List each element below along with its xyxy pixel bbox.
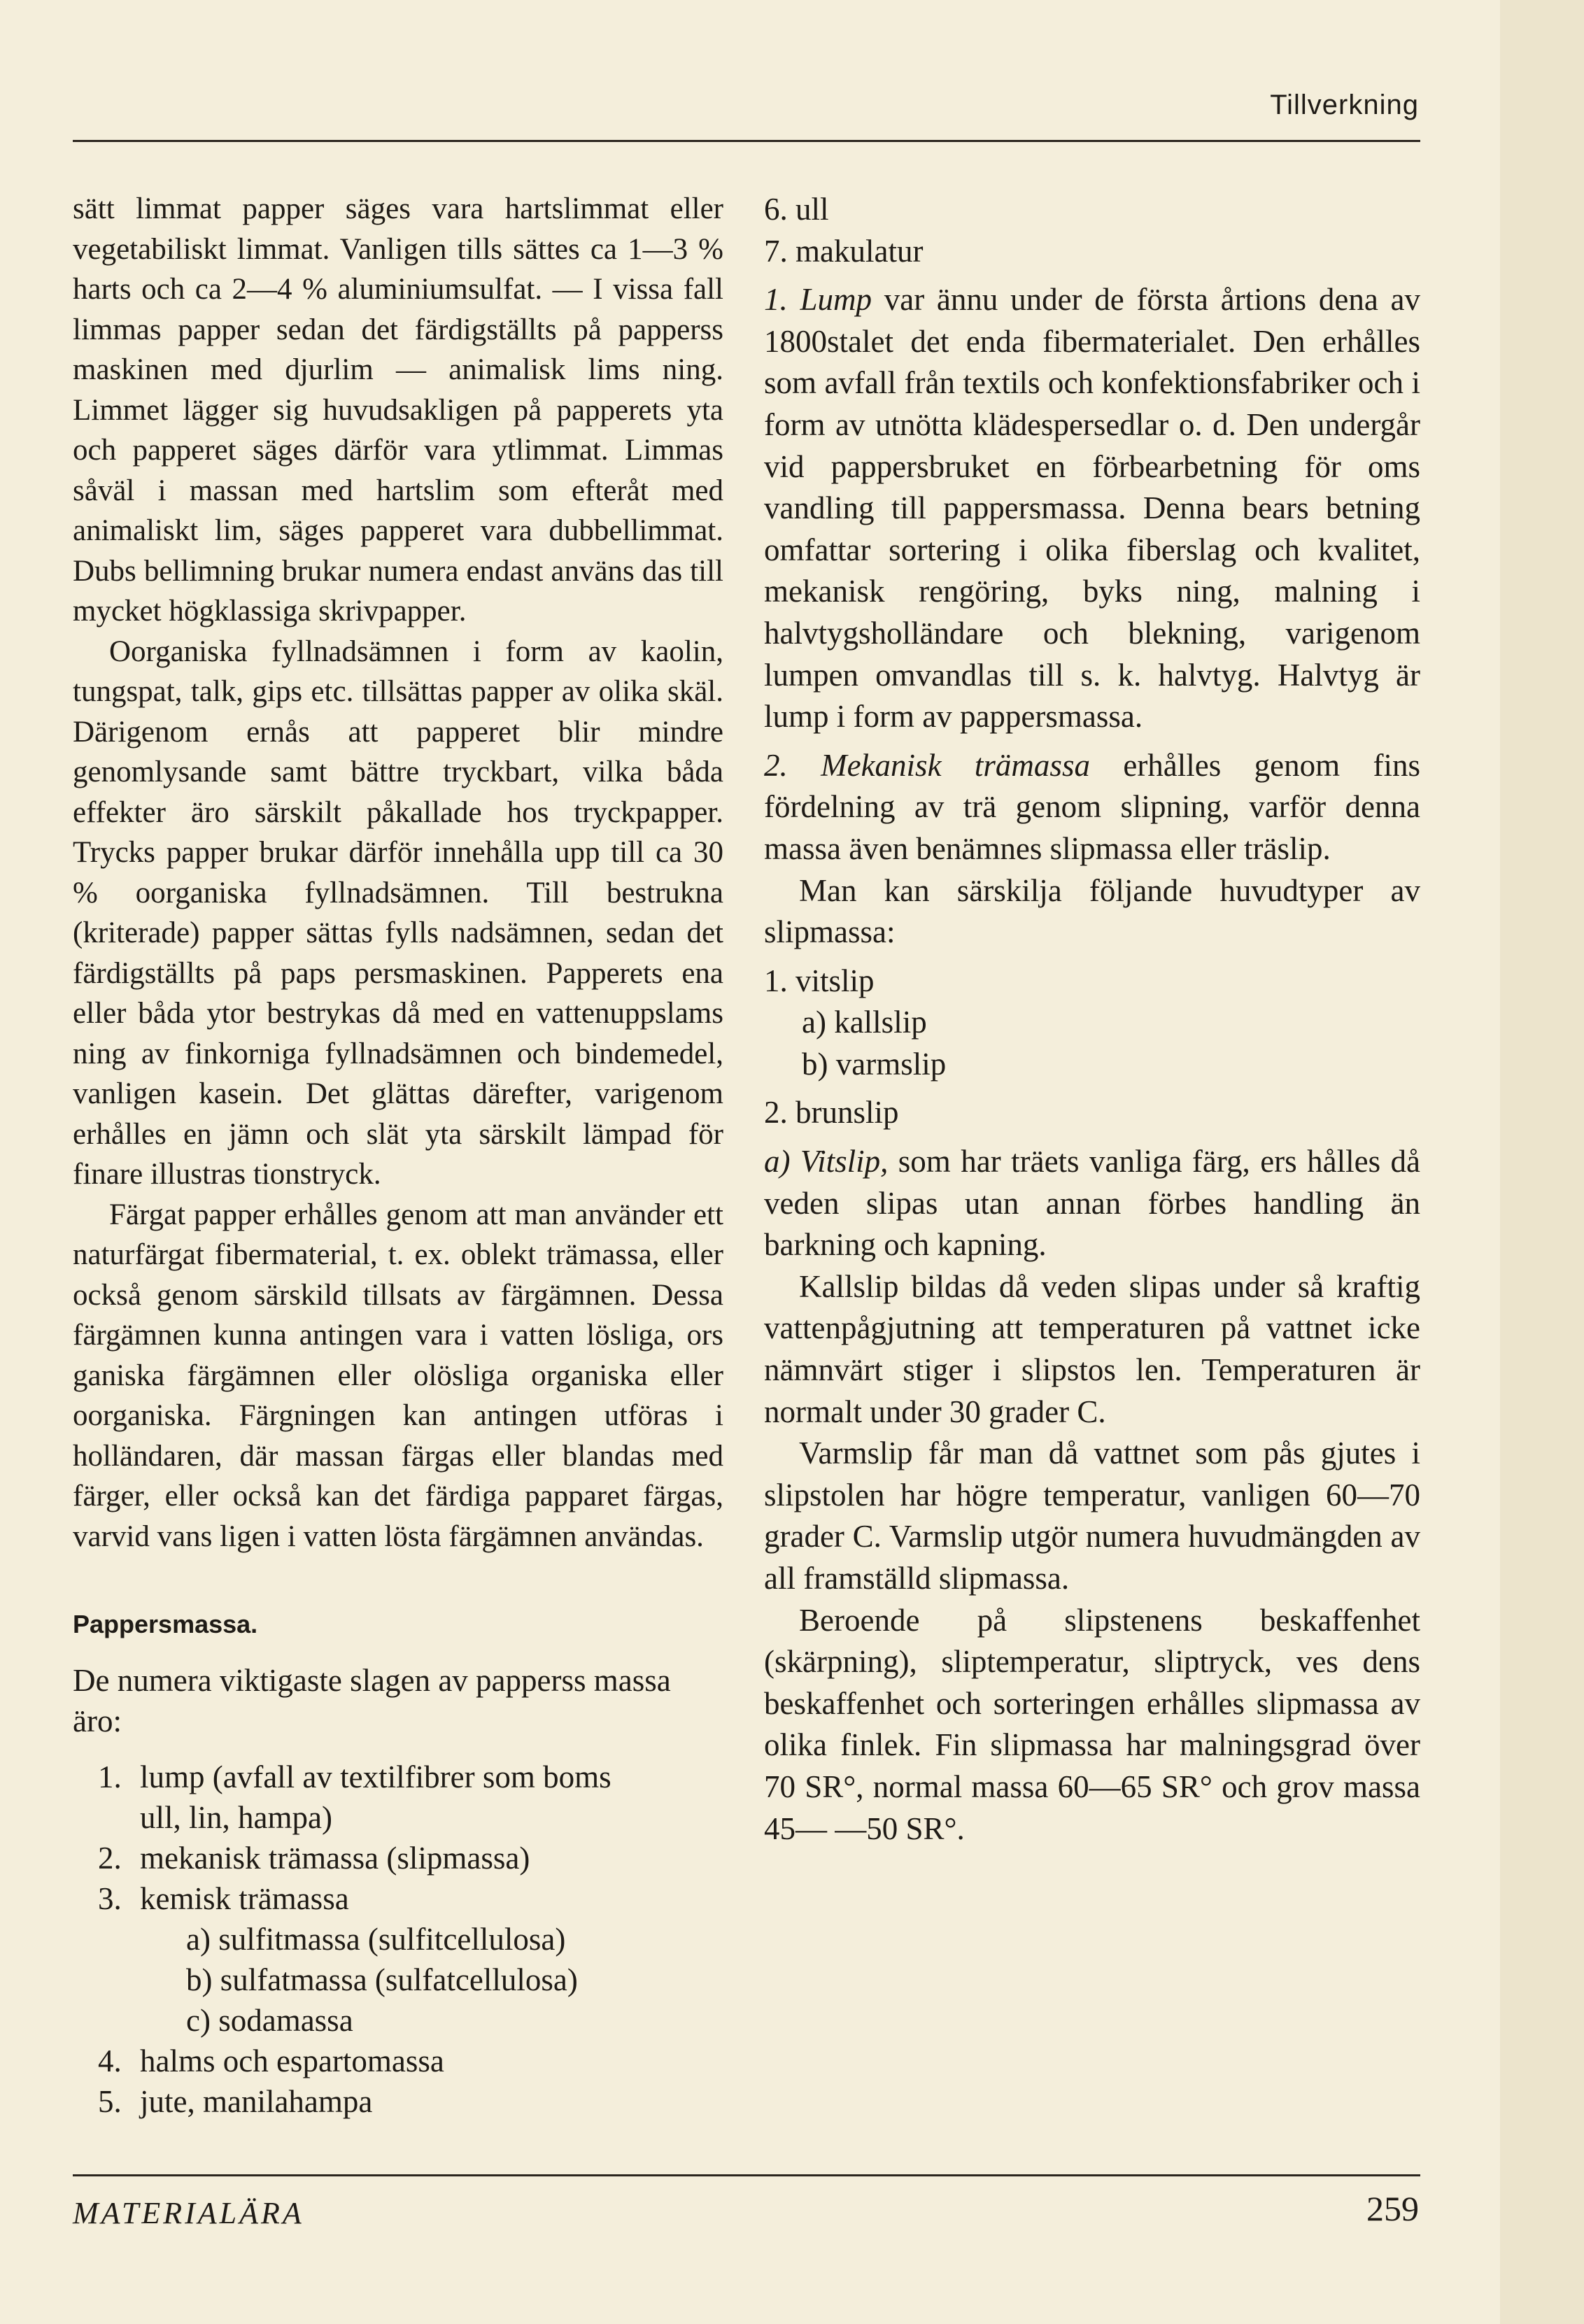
paragraph-vitslip [764,1141,1420,1266]
header-rule [73,140,1420,142]
right-column [764,189,1420,1850]
paragraph-varmslip: Varmslip får man då vattnet som pås gjutes i slipstolen har högre temperatur, vanligen 60—70 grader C. Varmslip utgör numera huvudmängden av all framställd slipmassa. [764,1436,1420,1596]
slipmassa-type-list [764,961,1420,1134]
section-heading: Pappersmassa. [73,1610,258,1638]
list-text: kemisk trämassa [140,1881,349,1916]
paragraph-types-intro: Man kan särskilja följande huvudtyper av slipmassa: [764,872,1420,950]
list-text: b) sulfatmassa (sulfatcellulosa) [186,1962,578,1997]
list-item [73,2041,723,2081]
paragraph-lump [764,279,1420,738]
list-item [73,1797,723,1838]
list-number: 4. [98,2043,122,2078]
pulp-type-list [73,1757,723,2122]
list-number: 3. [98,1881,122,1916]
section-intro: De numera viktigaste slagen av papperss massa äro: [73,1663,671,1738]
list-number: 5. [98,2084,122,2119]
paragraph-limning: sätt limmat papper säges vara hartslimmat eller vegetabiliskt limmat. Vanligen tills sättes ca 1—3 % harts och ca 2—4 % aluminiumsulfat. — I vissa fall limmas papper sedan det färdigställts på papperss maskinen med djurlim — animalisk lims ning. Limmet lägger sig huvudsakligen på papperets yta och papperet säges därför vara ytlimmat. Limmas såväl i massan med hartslim som efteråt med animaliskt lim, säges papperet vara dubbellimmat. Dubs bellimning brukar numera endast använs das till mycket högklassiga skrivpapper. [73,192,723,628]
term-lump: 1. Lump [764,282,872,318]
list-item: 7. makulatur [764,233,924,269]
pulp-type-list-continued [764,189,1420,272]
list-item: 2. brunslip [764,1095,899,1131]
page-number: 259 [1366,2189,1419,2228]
paragraph-kallslip: Kallslip bildas då veden slipas under så kraftig vattenpågjutning att temperaturen på vattnet icke nämnvärt stiger i slipstos len. Temperaturen är normalt under 30 grader C. [764,1268,1420,1429]
list-text: jute, manilahampa [140,2084,373,2119]
running-header: Tillverkning [1270,90,1419,120]
lump-text: var ännu under de första årtions dena av 1800stalet det enda fibermaterialet. Den erhålles som avfall från textils och konfektionsfabriker och i form av utnötta klädespersedlar o. d. Den undergår vid pappersbruket en förbearbetning för oms vandling till pappersmassa. Denna bears betning omfattar sortering i olika fiberslag och kvalitet, mekanisk rengöring, byks ning, malning i halvtygsholländare och blekning, varigenom lumpen omvandlas till s. k. halvtyg. Halvtyg är lump i form av pappersmassa. [764,282,1420,735]
list-item: 6. ull [764,192,829,227]
list-text: a) sulfitmassa (sulfitcellulosa) [186,1922,566,1957]
list-text: c) sodamassa [186,2003,353,2038]
list-item [73,1878,723,1919]
paragraph-mekanisk-tramassa [764,745,1420,870]
list-text: lump (avfall av textilfibrer som boms [140,1759,611,1794]
footer-book-title: MATERIALÄRA [73,2196,304,2230]
list-text: mekanisk trämassa (slipmassa) [140,1841,530,1876]
paragraph-beroende: Beroende på slipstenens beskaffenhet (skärpning), sliptemperatur, sliptryck, ves dens beskaffenhet och sorteringen erhålles slipmassa av olika finlek. Fin slipmassa har malningsgrad över 70 SR°, normal massa 60—65 SR° och grov massa 45— —50 SR°. [764,1602,1420,1846]
list-number: 1. [98,1759,122,1794]
mekanisk-text: erhålles genom fins fördelning av trä genom slipning, varför denna massa även benämnes slipmassa eller träslip. [764,747,1420,866]
list-number: 2. [98,1841,122,1876]
term-vitslip: a) Vitslip, [764,1144,889,1179]
paragraph-fargat-papper: Färgat papper erhålles genom att man använder ett naturfärgat fibermaterial, t. ex. oblekt trämassa, eller också genom särskild tillsats av färgämnen. Dessa färgämnen kunna antingen vara i vatten lösliga, ors ganiska färgämnen eller olösliga organiska eller oorganiska. Färgningen kan antingen utföras i holländaren, där massan färgas eller blandas med färger, eller också kan det färdiga papparet färgas, varvid vans ligen i vatten lösta färgämnen användas. [73,1198,723,1553]
list-item: a) kallslip [802,1005,927,1040]
list-text: halms och espartomassa [140,2043,444,2078]
list-item [73,1838,723,1878]
list-item [73,1919,723,1960]
list-item [73,1757,723,1797]
list-text: ull, lin, hampa) [140,1800,332,1835]
list-item [73,1960,723,2000]
footer-rule [73,2174,1420,2176]
list-item [73,2000,723,2041]
paragraph-fyllnadsamnen: Oorganiska fyllnadsämnen i form av kaolin, tungspat, talk, gips etc. tillsättas papper av olika skäl. Därigenom ernås att papperet blir mindre genomlysande samt bättre tryckbart, vilka båda effekter äro särskilt påkallade hos tryckpapper. Trycks papper brukar därför innehålla upp till ca 30 % oorganiska fyllnadsämnen. Till bestrukna (kriterade) papper sättas fylls nadsämnen, sedan det färdigställts på paps persmaskinen. Papperets ena eller båda ytor bestrykas då med en vattenuppslams ning av finkorniga fyllnadsämnen och bindemedel, vanligen kasein. Det glättas därefter, varigenom erhålles en jämn och slät yta särskilt lämpad för finare illustras tionstryck. [73,635,723,1191]
vitslip-text: som har träets vanliga färg, ers hålles då veden slipas utan annan förbes handling än barkning och kapning. [764,1144,1420,1263]
page-edge [1500,0,1584,2324]
left-column [73,189,723,2122]
term-mekanisk-tramassa: 2. Mekanisk trämassa [764,747,1090,783]
list-item: 1. vitslip [764,963,875,998]
list-item: b) varmslip [802,1046,947,1082]
list-item [73,2081,723,2122]
